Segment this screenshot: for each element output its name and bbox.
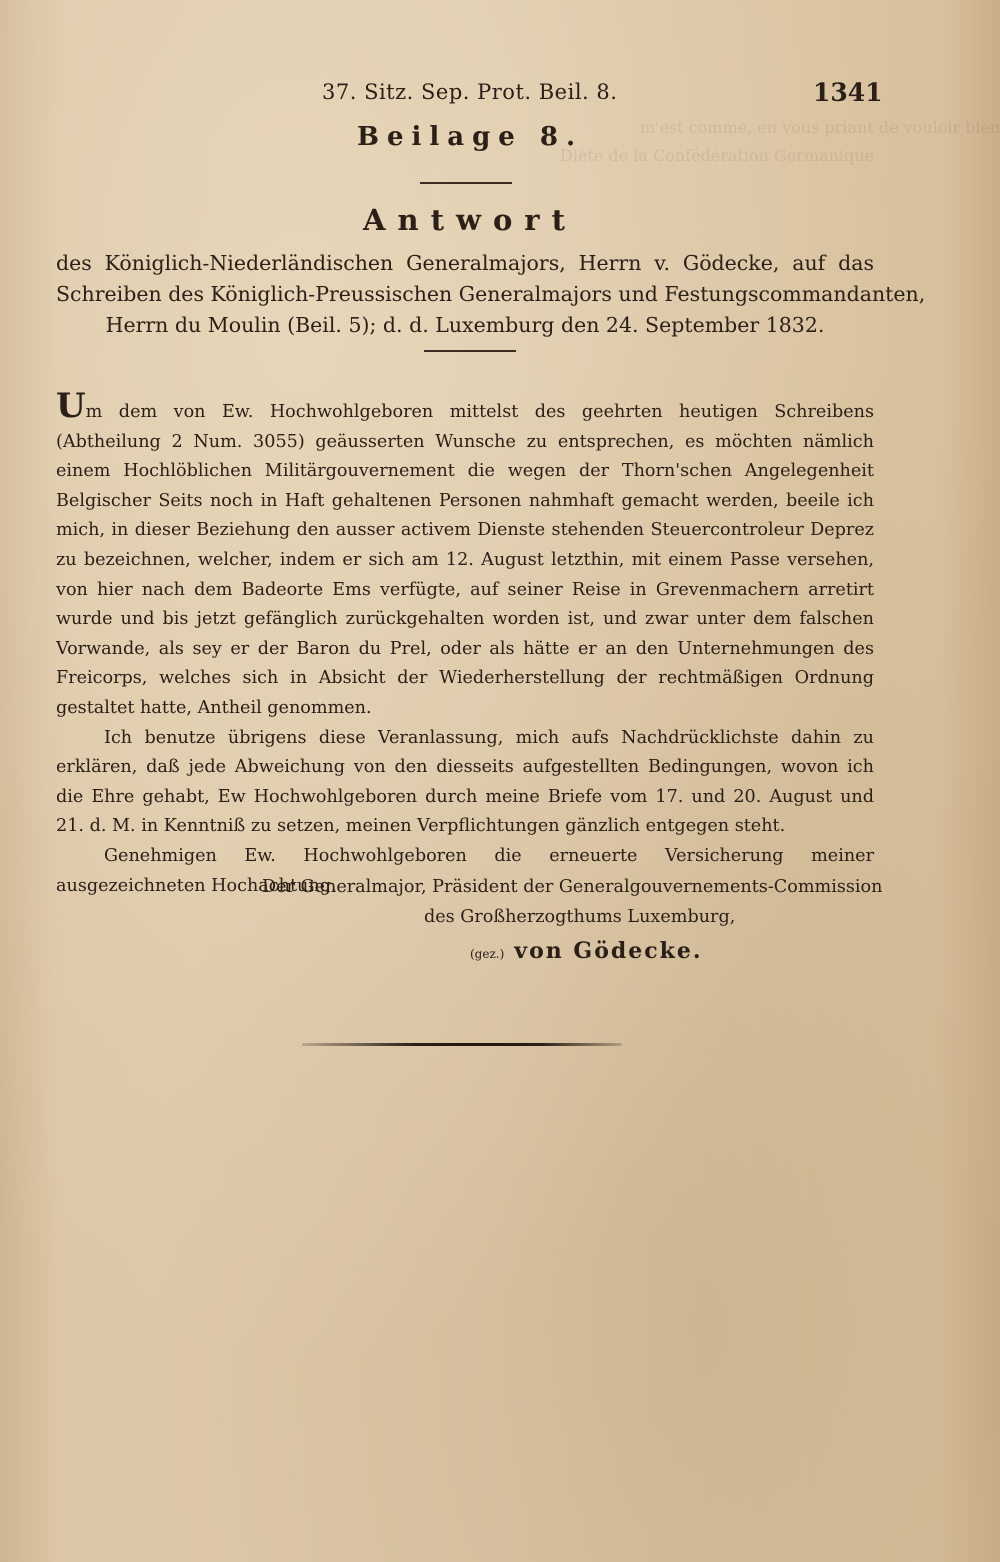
paragraph: Ich benutze übrigens diese Veranlassung, mich aufs Nachdrücklichste dahin zu erklären, daß jede Abweichung von den diesseits aufgestellten Bedingungen, wovon ich die Ehre gehabt, Ew Hochwohlgeboren durch meine Briefe vom 17. und 20. August und 21. d. M. in Kenntniß zu setzen, meinen Verpflichtungen gänzlich entgegen steht. (56, 727, 874, 837)
bleed-through-text: Diète de la Confédération Germanique (560, 146, 875, 165)
signature-title: des Großherzogthums Luxemburg, (424, 907, 736, 927)
page-number: 1341 (813, 78, 883, 107)
bleed-through-text: m'est comme, en vous priant de vouloir bien (640, 118, 1000, 137)
divider-rule (424, 350, 516, 352)
end-rule (302, 1043, 622, 1046)
page-header (0, 78, 1000, 114)
signature-abbreviation: (gez.) (470, 947, 505, 961)
paragraph: Genehmigen Ew. Hochwohlgeboren die erneuerte Versicherung meiner ausgezeichneten Hochachtung. (56, 845, 874, 896)
subtitle-line: Schreiben des Königlich-Preussischen Generalmajors und Festungscommandanten, (56, 282, 926, 306)
subtitle-line: des Königlich-Niederländischen Generalmajors, Herrn v. Gödecke, auf das (56, 251, 874, 275)
signature-name-line (470, 936, 703, 969)
signature-name: von Gödecke. (514, 938, 703, 964)
supplement-title: Beilage 8. (356, 122, 584, 152)
paragraph (56, 386, 874, 724)
answer-title: Antwort (363, 203, 577, 237)
signature-title: Der Generalmajor, Präsident der Generalgouvernements-Commission (262, 877, 883, 897)
paragraph-text: m dem von Ew. Hochwohlgeboren mittelst des geehrten heutigen Schreibens (Abtheilung 2 Num. 3055) geäusserten Wunsche zu entsprechen, es möchten nämlich einem Hochlöblichen Militärgouvernement die wegen der Thorn'schen Angelegenheit Belgischer Seits noch in Haft gehaltenen Personen nahmhaft gemacht werden, beeile ich mich, in dieser Beziehung den ausser activem Dienste stehenden Steuercontroleur Deprez zu bezeichnen, welcher, indem er sich am 12. August letzthin, mit einem Passe versehen, von hier nach dem Badeorte Ems verfügte, auf seiner Reise in Grevenmachern arretirt wurde und bis jetzt gefänglich zurückgehalten worden ist, und zwar unter dem falschen Vorwande, als sey er der Baron du Prel, oder als hätte er an den Unternehmungen des Freicorps, welches sich in Absicht der Wiederherstellung der rechtmäßigen Ordnung gestaltet hatte, Antheil genommen. (56, 402, 874, 718)
letter-body (56, 386, 874, 901)
divider-rule (420, 182, 512, 184)
document-subtitle (56, 248, 926, 341)
drop-cap: U (56, 386, 86, 426)
running-head: 37. Sitz. Sep. Prot. Beil. 8. (322, 80, 618, 104)
subtitle-line: Herrn du Moulin (Beil. 5); d. d. Luxemburg den 24. September 1832. (105, 313, 825, 337)
